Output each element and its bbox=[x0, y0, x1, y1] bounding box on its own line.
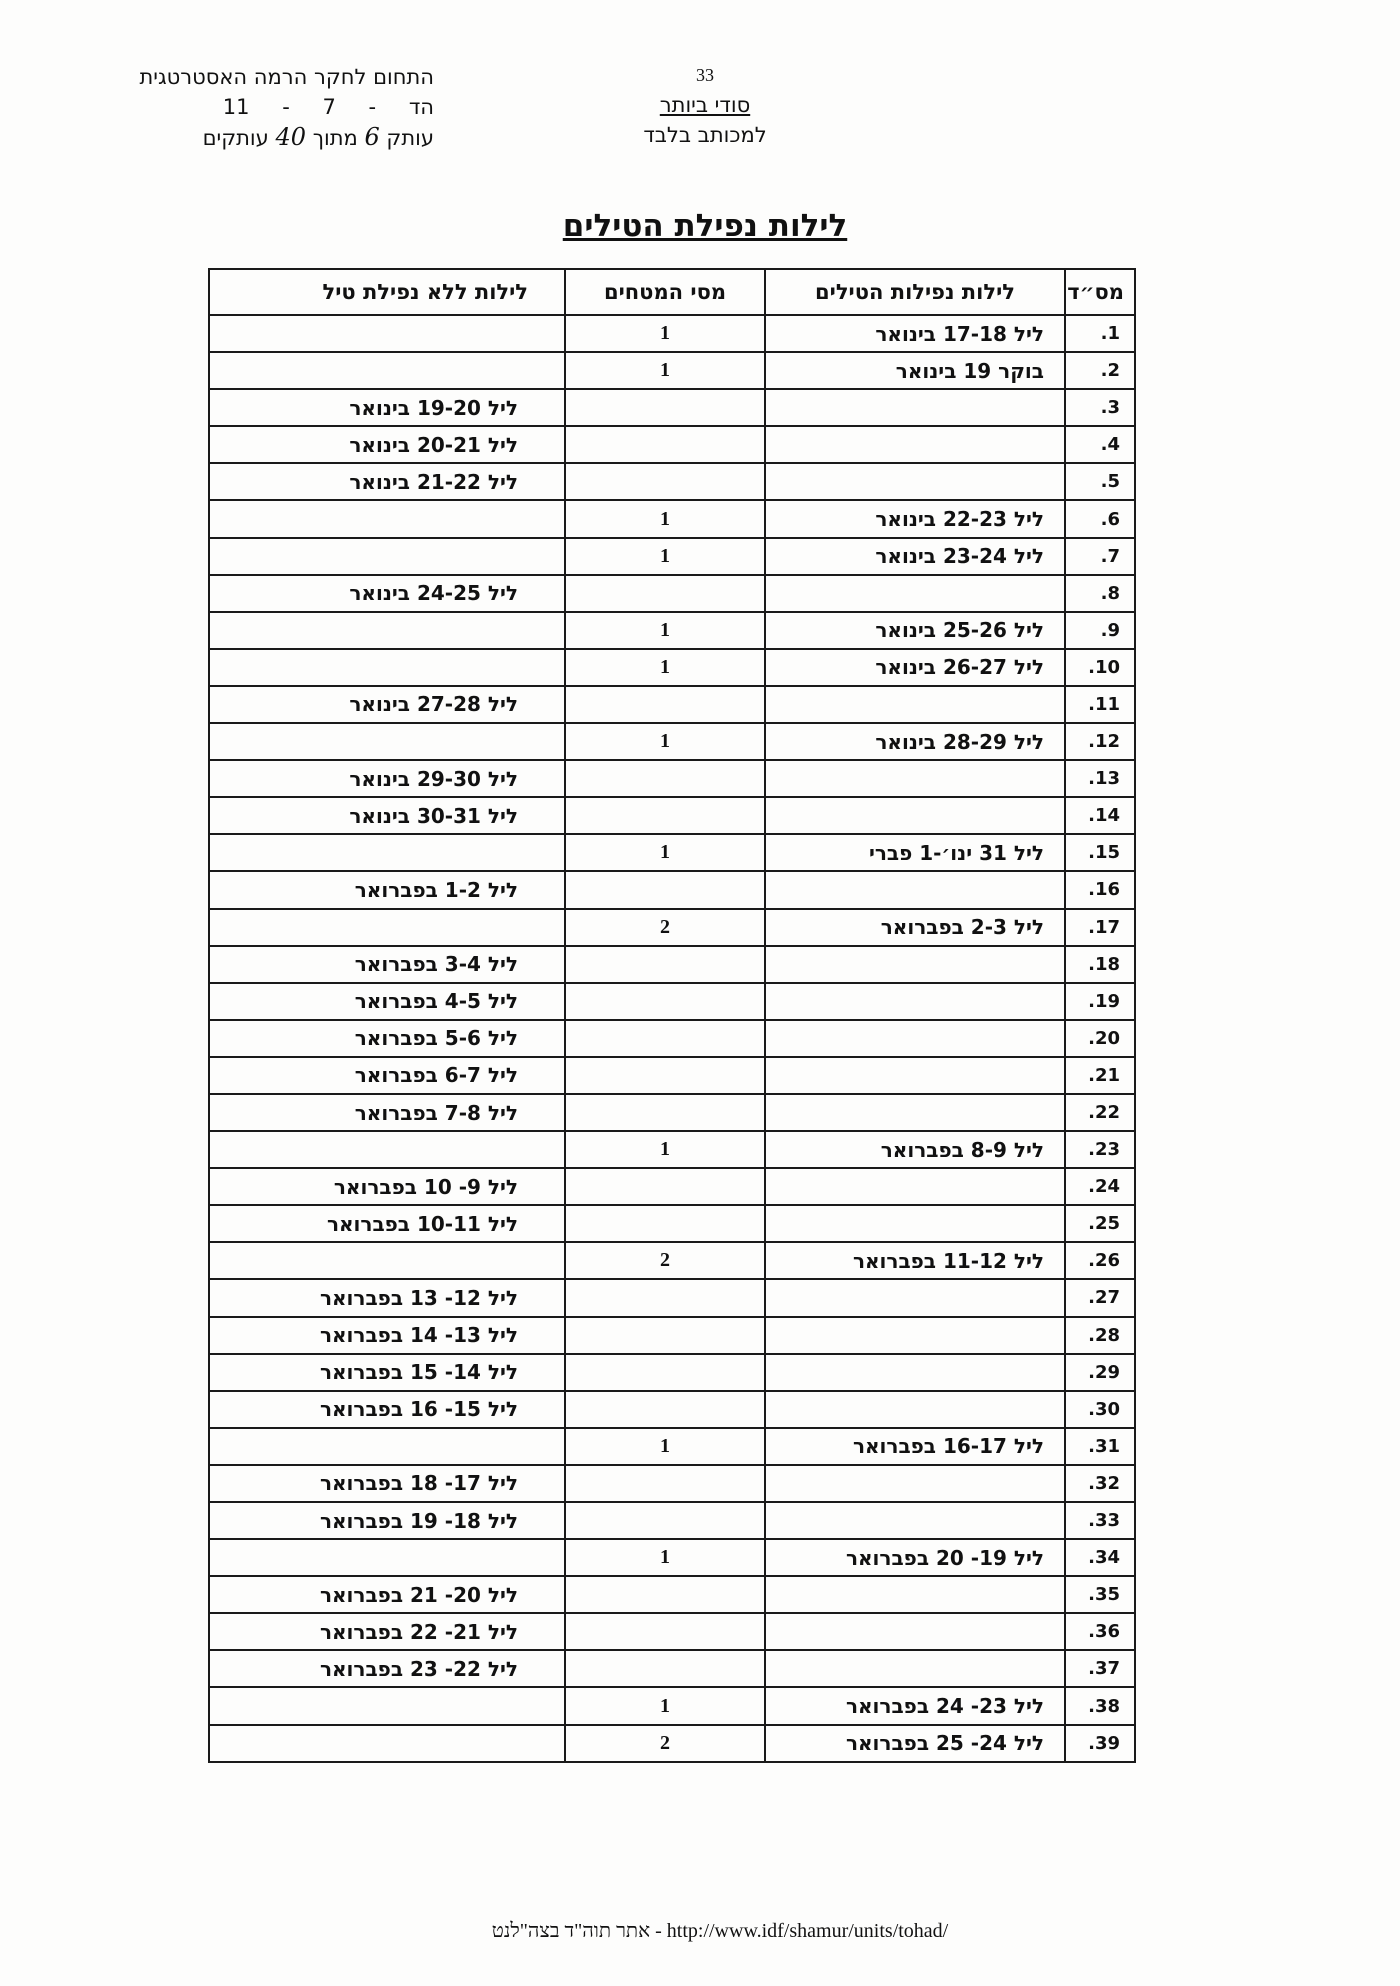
fall-night-cell: ליל 23-24 בינואר bbox=[765, 538, 1065, 575]
file-number-2: 11 bbox=[222, 95, 250, 119]
no-fall-night-cell bbox=[209, 1428, 565, 1465]
salvos-cell: 1 bbox=[565, 612, 765, 649]
row-number: 23. bbox=[1065, 1131, 1135, 1168]
no-fall-night-cell: ליל 18- 19 בפברואר bbox=[209, 1502, 565, 1539]
table-row bbox=[209, 1687, 1135, 1724]
table-row bbox=[209, 315, 1135, 352]
header-origin-block bbox=[94, 62, 434, 153]
salvos-cell bbox=[565, 1057, 765, 1094]
salvos-cell: 2 bbox=[565, 1242, 765, 1279]
row-number: 22. bbox=[1065, 1094, 1135, 1131]
no-fall-night-cell: ליל 29-30 בינואר bbox=[209, 760, 565, 797]
row-number: 28. bbox=[1065, 1317, 1135, 1354]
row-number: 4. bbox=[1065, 426, 1135, 463]
fall-night-cell bbox=[765, 463, 1065, 500]
row-number: 15. bbox=[1065, 834, 1135, 871]
fall-night-cell bbox=[765, 1168, 1065, 1205]
row-number: 5. bbox=[1065, 463, 1135, 500]
fall-night-cell bbox=[765, 1650, 1065, 1687]
no-fall-night-cell bbox=[209, 834, 565, 871]
table-row bbox=[209, 1168, 1135, 1205]
no-fall-night-cell bbox=[209, 1539, 565, 1576]
table-row bbox=[209, 389, 1135, 426]
salvos-cell bbox=[565, 1576, 765, 1613]
fall-night-cell bbox=[765, 1613, 1065, 1650]
classification-label: סודי ביותר bbox=[659, 93, 751, 117]
table-row bbox=[209, 983, 1135, 1020]
salvos-cell: 1 bbox=[565, 1539, 765, 1576]
table-row bbox=[209, 1576, 1135, 1613]
table-row bbox=[209, 1502, 1135, 1539]
copy-label: עותק bbox=[386, 126, 434, 150]
row-number: 17. bbox=[1065, 909, 1135, 946]
row-number: 9. bbox=[1065, 612, 1135, 649]
classification-block bbox=[590, 60, 820, 150]
no-fall-night-cell: ליל 24-25 בינואר bbox=[209, 575, 565, 612]
fall-night-cell bbox=[765, 871, 1065, 908]
row-number: 30. bbox=[1065, 1391, 1135, 1428]
fall-night-cell: ליל 11-12 בפברואר bbox=[765, 1242, 1065, 1279]
fall-night-cell: ליל 19- 20 בפברואר bbox=[765, 1539, 1065, 1576]
no-fall-night-cell: ליל 20-21 בינואר bbox=[209, 426, 565, 463]
fall-night-cell bbox=[765, 1502, 1065, 1539]
fall-night-cell bbox=[765, 760, 1065, 797]
fall-night-cell: ליל 25-26 בינואר bbox=[765, 612, 1065, 649]
distribution-label: למכותב בלבד bbox=[643, 123, 767, 147]
row-number: 37. bbox=[1065, 1650, 1135, 1687]
fall-night-cell bbox=[765, 983, 1065, 1020]
no-fall-night-cell bbox=[209, 315, 565, 352]
table-row bbox=[209, 1391, 1135, 1428]
no-fall-night-cell: ליל 21-22 בינואר bbox=[209, 463, 565, 500]
table-row bbox=[209, 538, 1135, 575]
row-number: 34. bbox=[1065, 1539, 1135, 1576]
row-number: 25. bbox=[1065, 1205, 1135, 1242]
copy-line bbox=[94, 122, 434, 153]
no-fall-night-cell bbox=[209, 1131, 565, 1168]
salvos-cell: 1 bbox=[565, 538, 765, 575]
table-row bbox=[209, 1242, 1135, 1279]
table-row bbox=[209, 463, 1135, 500]
row-number: 2. bbox=[1065, 352, 1135, 389]
fall-night-cell bbox=[765, 389, 1065, 426]
salvos-cell: 2 bbox=[565, 909, 765, 946]
table-row bbox=[209, 1205, 1135, 1242]
table-row bbox=[209, 797, 1135, 834]
fall-night-cell bbox=[765, 686, 1065, 723]
fall-night-cell: ליל 16-17 בפברואר bbox=[765, 1428, 1065, 1465]
no-fall-night-cell: ליל 19-20 בינואר bbox=[209, 389, 565, 426]
fall-night-cell bbox=[765, 1205, 1065, 1242]
no-fall-night-cell: ליל 5-6 בפברואר bbox=[209, 1020, 565, 1057]
salvos-cell bbox=[565, 1391, 765, 1428]
row-number: 1. bbox=[1065, 315, 1135, 352]
no-fall-night-cell: ליל 7-8 בפברואר bbox=[209, 1094, 565, 1131]
header-no-fall-nights: לילות ללא נפילת טיל bbox=[209, 269, 565, 315]
salvos-cell bbox=[565, 686, 765, 723]
fall-night-cell bbox=[765, 1279, 1065, 1316]
salvos-cell: 1 bbox=[565, 1687, 765, 1724]
fall-night-cell bbox=[765, 1094, 1065, 1131]
page-title: לילות נפילת הטילים bbox=[562, 208, 848, 244]
org-name: התחום לחקר הרמה האסטרטגית bbox=[139, 65, 434, 89]
fall-night-cell: ליל 28-29 בינואר bbox=[765, 723, 1065, 760]
table-row bbox=[209, 909, 1135, 946]
salvos-cell bbox=[565, 1205, 765, 1242]
row-number: 19. bbox=[1065, 983, 1135, 1020]
row-number: 20. bbox=[1065, 1020, 1135, 1057]
salvos-cell bbox=[565, 463, 765, 500]
salvos-cell bbox=[565, 1279, 765, 1316]
table-row bbox=[209, 352, 1135, 389]
fall-night-cell bbox=[765, 575, 1065, 612]
salvos-cell bbox=[565, 1168, 765, 1205]
row-number: 6. bbox=[1065, 500, 1135, 537]
table-row bbox=[209, 834, 1135, 871]
row-number: 7. bbox=[1065, 538, 1135, 575]
table-row bbox=[209, 1317, 1135, 1354]
fall-night-cell: ליל 2-3 בפברואר bbox=[765, 909, 1065, 946]
no-fall-night-cell: ליל 3-4 בפברואר bbox=[209, 946, 565, 983]
no-fall-night-cell: ליל 9- 10 בפברואר bbox=[209, 1168, 565, 1205]
row-number: 39. bbox=[1065, 1725, 1135, 1762]
salvos-cell: 1 bbox=[565, 500, 765, 537]
no-fall-night-cell: ליל 13- 14 בפברואר bbox=[209, 1317, 565, 1354]
table-row bbox=[209, 1131, 1135, 1168]
no-fall-night-cell: ליל 1-2 בפברואר bbox=[209, 871, 565, 908]
salvos-cell bbox=[565, 1094, 765, 1131]
table-row bbox=[209, 1725, 1135, 1762]
copy-of-label: מתוך bbox=[312, 126, 358, 150]
salvos-cell bbox=[565, 1502, 765, 1539]
row-number: 3. bbox=[1065, 389, 1135, 426]
footer-source: אתר תוה"ד בצה"לנט - http://www.idf/shamur/units/tohad/ bbox=[491, 1920, 949, 1942]
salvos-cell: 1 bbox=[565, 1131, 765, 1168]
no-fall-night-cell: ליל 6-7 בפברואר bbox=[209, 1057, 565, 1094]
fall-night-cell bbox=[765, 1391, 1065, 1428]
row-number: 14. bbox=[1065, 797, 1135, 834]
salvos-cell bbox=[565, 760, 765, 797]
salvos-cell bbox=[565, 871, 765, 908]
no-fall-night-cell bbox=[209, 723, 565, 760]
row-number: 8. bbox=[1065, 575, 1135, 612]
no-fall-night-cell: ליל 15- 16 בפברואר bbox=[209, 1391, 565, 1428]
salvos-cell: 1 bbox=[565, 834, 765, 871]
no-fall-night-cell: ליל 12- 13 בפברואר bbox=[209, 1279, 565, 1316]
file-number-1: 7 bbox=[322, 95, 336, 119]
salvos-cell bbox=[565, 1613, 765, 1650]
table-row bbox=[209, 575, 1135, 612]
salvos-cell bbox=[565, 1650, 765, 1687]
no-fall-night-cell bbox=[209, 500, 565, 537]
no-fall-night-cell: ליל 17- 18 בפברואר bbox=[209, 1465, 565, 1502]
salvos-cell bbox=[565, 1465, 765, 1502]
table-row bbox=[209, 500, 1135, 537]
salvos-cell bbox=[565, 983, 765, 1020]
table-row bbox=[209, 686, 1135, 723]
table-row bbox=[209, 1354, 1135, 1391]
row-number: 35. bbox=[1065, 1576, 1135, 1613]
row-number: 10. bbox=[1065, 649, 1135, 686]
page-number: 33 bbox=[696, 65, 714, 85]
fall-night-cell: ליל 26-27 בינואר bbox=[765, 649, 1065, 686]
salvos-cell: 1 bbox=[565, 315, 765, 352]
salvos-cell: 1 bbox=[565, 723, 765, 760]
row-number: 18. bbox=[1065, 946, 1135, 983]
no-fall-night-cell bbox=[209, 1242, 565, 1279]
fall-night-cell: ליל 23- 24 בפברואר bbox=[765, 1687, 1065, 1724]
row-number: 36. bbox=[1065, 1613, 1135, 1650]
no-fall-night-cell bbox=[209, 352, 565, 389]
fall-night-cell bbox=[765, 1020, 1065, 1057]
table-row bbox=[209, 760, 1135, 797]
table-row bbox=[209, 1613, 1135, 1650]
table-row bbox=[209, 1650, 1135, 1687]
no-fall-night-cell: ליל 27-28 בינואר bbox=[209, 686, 565, 723]
fall-night-cell bbox=[765, 1576, 1065, 1613]
table-row bbox=[209, 871, 1135, 908]
header-num: מס״ד bbox=[1065, 269, 1135, 315]
salvos-cell: 2 bbox=[565, 1725, 765, 1762]
salvos-cell bbox=[565, 1020, 765, 1057]
no-fall-night-cell: ליל 22- 23 בפברואר bbox=[209, 1650, 565, 1687]
table-row bbox=[209, 1539, 1135, 1576]
row-number: 12. bbox=[1065, 723, 1135, 760]
header-fall-nights: לילות נפילות הטילים bbox=[765, 269, 1065, 315]
salvos-cell bbox=[565, 426, 765, 463]
table-row bbox=[209, 1279, 1135, 1316]
fall-night-cell bbox=[765, 1354, 1065, 1391]
fall-night-cell: בוקר 19 בינואר bbox=[765, 352, 1065, 389]
copy-total: 40 bbox=[275, 123, 306, 151]
salvos-cell: 1 bbox=[565, 1428, 765, 1465]
salvos-cell bbox=[565, 389, 765, 426]
fall-night-cell: ליל 17-18 בינואר bbox=[765, 315, 1065, 352]
row-number: 21. bbox=[1065, 1057, 1135, 1094]
fall-night-cell: ליל 22-23 בינואר bbox=[765, 500, 1065, 537]
fall-night-cell: ליל 31 ינו׳-1 פברי bbox=[765, 834, 1065, 871]
table-row bbox=[209, 649, 1135, 686]
table-row bbox=[209, 612, 1135, 649]
header-salvos: מסי המטחים bbox=[565, 269, 765, 315]
salvos-cell bbox=[565, 1354, 765, 1391]
missile-nights-table bbox=[208, 268, 1136, 1763]
row-number: 38. bbox=[1065, 1687, 1135, 1724]
table-row bbox=[209, 426, 1135, 463]
no-fall-night-cell: ליל 4-5 בפברואר bbox=[209, 983, 565, 1020]
salvos-cell bbox=[565, 797, 765, 834]
no-fall-night-cell bbox=[209, 649, 565, 686]
salvos-cell: 1 bbox=[565, 352, 765, 389]
no-fall-night-cell: ליל 20- 21 בפברואר bbox=[209, 1576, 565, 1613]
no-fall-night-cell bbox=[209, 612, 565, 649]
row-number: 26. bbox=[1065, 1242, 1135, 1279]
no-fall-night-cell: ליל 21- 22 בפברואר bbox=[209, 1613, 565, 1650]
table-row bbox=[209, 1057, 1135, 1094]
row-number: 33. bbox=[1065, 1502, 1135, 1539]
fall-night-cell bbox=[765, 946, 1065, 983]
no-fall-night-cell bbox=[209, 909, 565, 946]
table-row bbox=[209, 1428, 1135, 1465]
table-row bbox=[209, 1020, 1135, 1057]
fall-night-cell bbox=[765, 1057, 1065, 1094]
salvos-cell bbox=[565, 946, 765, 983]
no-fall-night-cell: ליל 10-11 בפברואר bbox=[209, 1205, 565, 1242]
salvos-cell: 1 bbox=[565, 649, 765, 686]
no-fall-night-cell bbox=[209, 538, 565, 575]
fall-night-cell bbox=[765, 426, 1065, 463]
file-dash-1: - bbox=[368, 95, 377, 119]
table-row bbox=[209, 723, 1135, 760]
fall-night-cell bbox=[765, 1317, 1065, 1354]
table-row bbox=[209, 1465, 1135, 1502]
table-header-row bbox=[209, 269, 1135, 315]
no-fall-night-cell: ליל 30-31 בינואר bbox=[209, 797, 565, 834]
salvos-cell bbox=[565, 1317, 765, 1354]
row-number: 31. bbox=[1065, 1428, 1135, 1465]
row-number: 24. bbox=[1065, 1168, 1135, 1205]
fall-night-cell: ליל 8-9 בפברואר bbox=[765, 1131, 1065, 1168]
row-number: 32. bbox=[1065, 1465, 1135, 1502]
fall-night-cell: ליל 24- 25 בפברואר bbox=[765, 1725, 1065, 1762]
no-fall-night-cell bbox=[209, 1687, 565, 1724]
no-fall-night-cell: ליל 14- 15 בפברואר bbox=[209, 1354, 565, 1391]
table-row bbox=[209, 1094, 1135, 1131]
file-reference bbox=[94, 92, 434, 122]
row-number: 29. bbox=[1065, 1354, 1135, 1391]
row-number: 13. bbox=[1065, 760, 1135, 797]
copy-number: 6 bbox=[364, 123, 380, 151]
fall-night-cell bbox=[765, 1465, 1065, 1502]
file-dash-2: - bbox=[282, 95, 290, 119]
row-number: 11. bbox=[1065, 686, 1135, 723]
copies-label: עותקים bbox=[202, 126, 269, 150]
table-body bbox=[209, 315, 1135, 1762]
row-number: 16. bbox=[1065, 871, 1135, 908]
fall-night-cell bbox=[765, 797, 1065, 834]
row-number: 27. bbox=[1065, 1279, 1135, 1316]
file-prefix: הד bbox=[408, 95, 434, 119]
no-fall-night-cell bbox=[209, 1725, 565, 1762]
salvos-cell bbox=[565, 575, 765, 612]
table-row bbox=[209, 946, 1135, 983]
